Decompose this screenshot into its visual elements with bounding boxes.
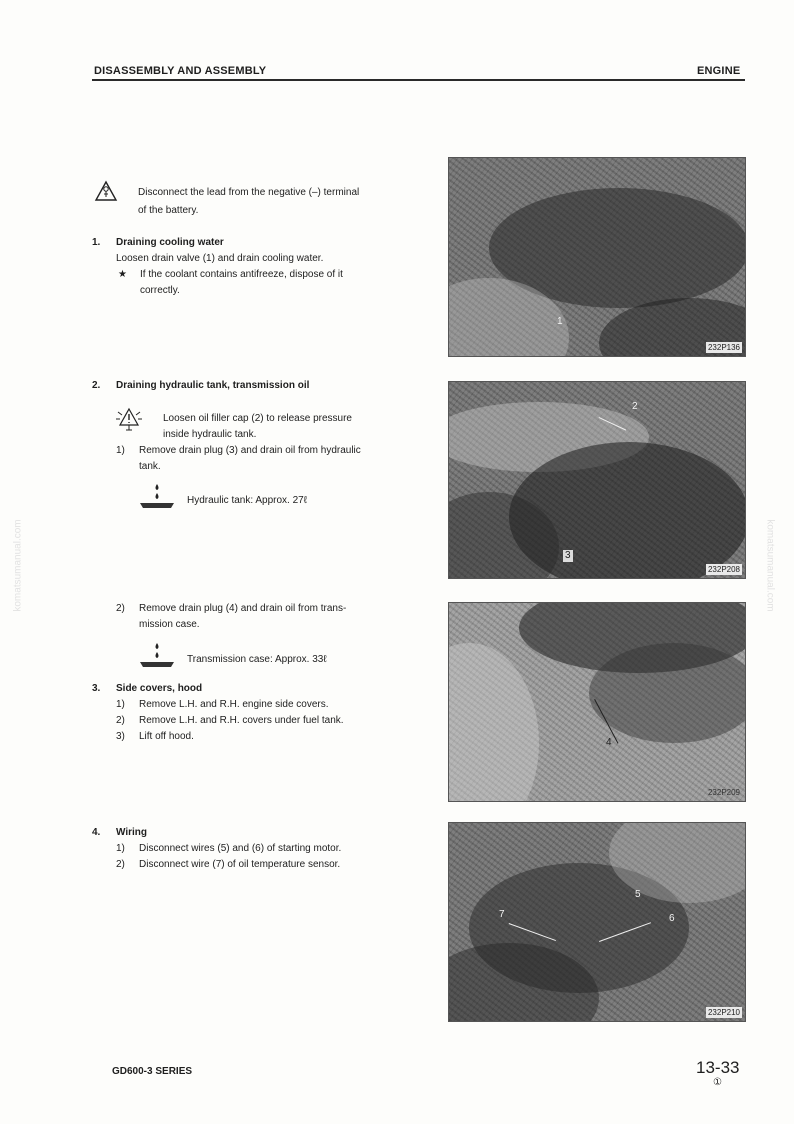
section-3-step-text: Remove L.H. and R.H. covers under fuel tank. bbox=[139, 715, 344, 726]
section-1-note-line1: If the coolant contains antifreeze, dispose of it bbox=[140, 269, 343, 280]
header-section-title: DISASSEMBLY AND ASSEMBLY bbox=[94, 65, 267, 77]
warning-triangle-icon bbox=[94, 180, 118, 202]
section-2-step2-number: 2) bbox=[116, 603, 125, 614]
warning-text-line2: of the battery. bbox=[138, 205, 199, 216]
section-2-caution-line2: inside hydraulic tank. bbox=[163, 429, 257, 440]
watermark-right: komatsumanual.com bbox=[764, 519, 776, 612]
header-chapter-title: ENGINE bbox=[697, 65, 741, 77]
section-2-step2-line1: Remove drain plug (4) and drain oil from trans- bbox=[139, 603, 347, 614]
revision-mark: ① bbox=[713, 1077, 722, 1088]
oil-drain-icon bbox=[138, 482, 176, 510]
section-1-note-line2: correctly. bbox=[140, 285, 180, 296]
section-4-title: Wiring bbox=[116, 827, 148, 838]
section-1-number: 1. bbox=[92, 237, 101, 248]
warning-text-line1: Disconnect the lead from the negative (–) terminal bbox=[138, 187, 360, 198]
section-2-step2-capacity: Transmission case: Approx. 33ℓ bbox=[187, 654, 327, 665]
photo-callout: 1 bbox=[557, 316, 563, 327]
section-3-title: Side covers, hood bbox=[116, 683, 203, 694]
photo-callout: 6 bbox=[669, 913, 675, 924]
oil-drain-icon bbox=[138, 641, 176, 669]
section-4-step-number: 1) bbox=[116, 843, 125, 854]
photo-code: 232P210 bbox=[707, 1008, 740, 1017]
section-4-step-text: Disconnect wires (5) and (6) of starting motor. bbox=[139, 843, 342, 854]
photo-hydraulic-tank bbox=[448, 381, 746, 579]
page-number: 13-33 bbox=[696, 1058, 740, 1077]
photo-code: 232P209 bbox=[707, 788, 740, 797]
star-note-icon: ★ bbox=[118, 269, 127, 280]
photo-callout: 5 bbox=[635, 889, 641, 900]
photo-starting-motor-wiring bbox=[448, 822, 746, 1022]
photo-callout: 3 bbox=[565, 550, 571, 561]
section-2-step2-line2: mission case. bbox=[139, 619, 200, 630]
section-3-step-number: 2) bbox=[116, 715, 125, 726]
section-4-step-number: 2) bbox=[116, 859, 125, 870]
section-1-line1: Loosen drain valve (1) and drain cooling water. bbox=[116, 253, 324, 264]
section-4-number: 4. bbox=[92, 827, 101, 838]
photo-callout: 2 bbox=[632, 401, 638, 412]
section-1-title: Draining cooling water bbox=[116, 237, 224, 248]
photo-callout: 7 bbox=[499, 909, 505, 920]
footer-series: GD600-3 SERIES bbox=[112, 1066, 193, 1077]
photo-transmission-case bbox=[448, 602, 746, 802]
photo-code: 232P208 bbox=[707, 565, 740, 574]
section-3-step-number: 1) bbox=[116, 699, 125, 710]
section-2-caution-line1: Loosen oil filler cap (2) to release pressure bbox=[163, 413, 352, 424]
section-3-step-number: 3) bbox=[116, 731, 125, 742]
photo-callout: 4 bbox=[606, 737, 612, 748]
section-3-step-text: Remove L.H. and R.H. engine side covers. bbox=[139, 699, 329, 710]
watermark-left: komatsumanual.com bbox=[12, 519, 24, 612]
section-2-step1-line2: tank. bbox=[139, 461, 161, 472]
pressure-caution-icon bbox=[114, 406, 144, 432]
photo-drain-valve bbox=[448, 157, 746, 357]
section-2-number: 2. bbox=[92, 380, 101, 391]
section-3-step-text: Lift off hood. bbox=[139, 731, 194, 742]
section-2-step1-number: 1) bbox=[116, 445, 125, 456]
photo-code: 232P136 bbox=[707, 343, 740, 352]
section-2-step1-capacity: Hydraulic tank: Approx. 27ℓ bbox=[187, 495, 307, 506]
header-rule bbox=[92, 79, 745, 81]
section-3-number: 3. bbox=[92, 683, 101, 694]
section-4-step-text: Disconnect wire (7) of oil temperature sensor. bbox=[139, 859, 341, 870]
section-2-step1-line1: Remove drain plug (3) and drain oil from hydraulic bbox=[139, 445, 361, 456]
section-2-title: Draining hydraulic tank, transmission oil bbox=[116, 380, 310, 391]
